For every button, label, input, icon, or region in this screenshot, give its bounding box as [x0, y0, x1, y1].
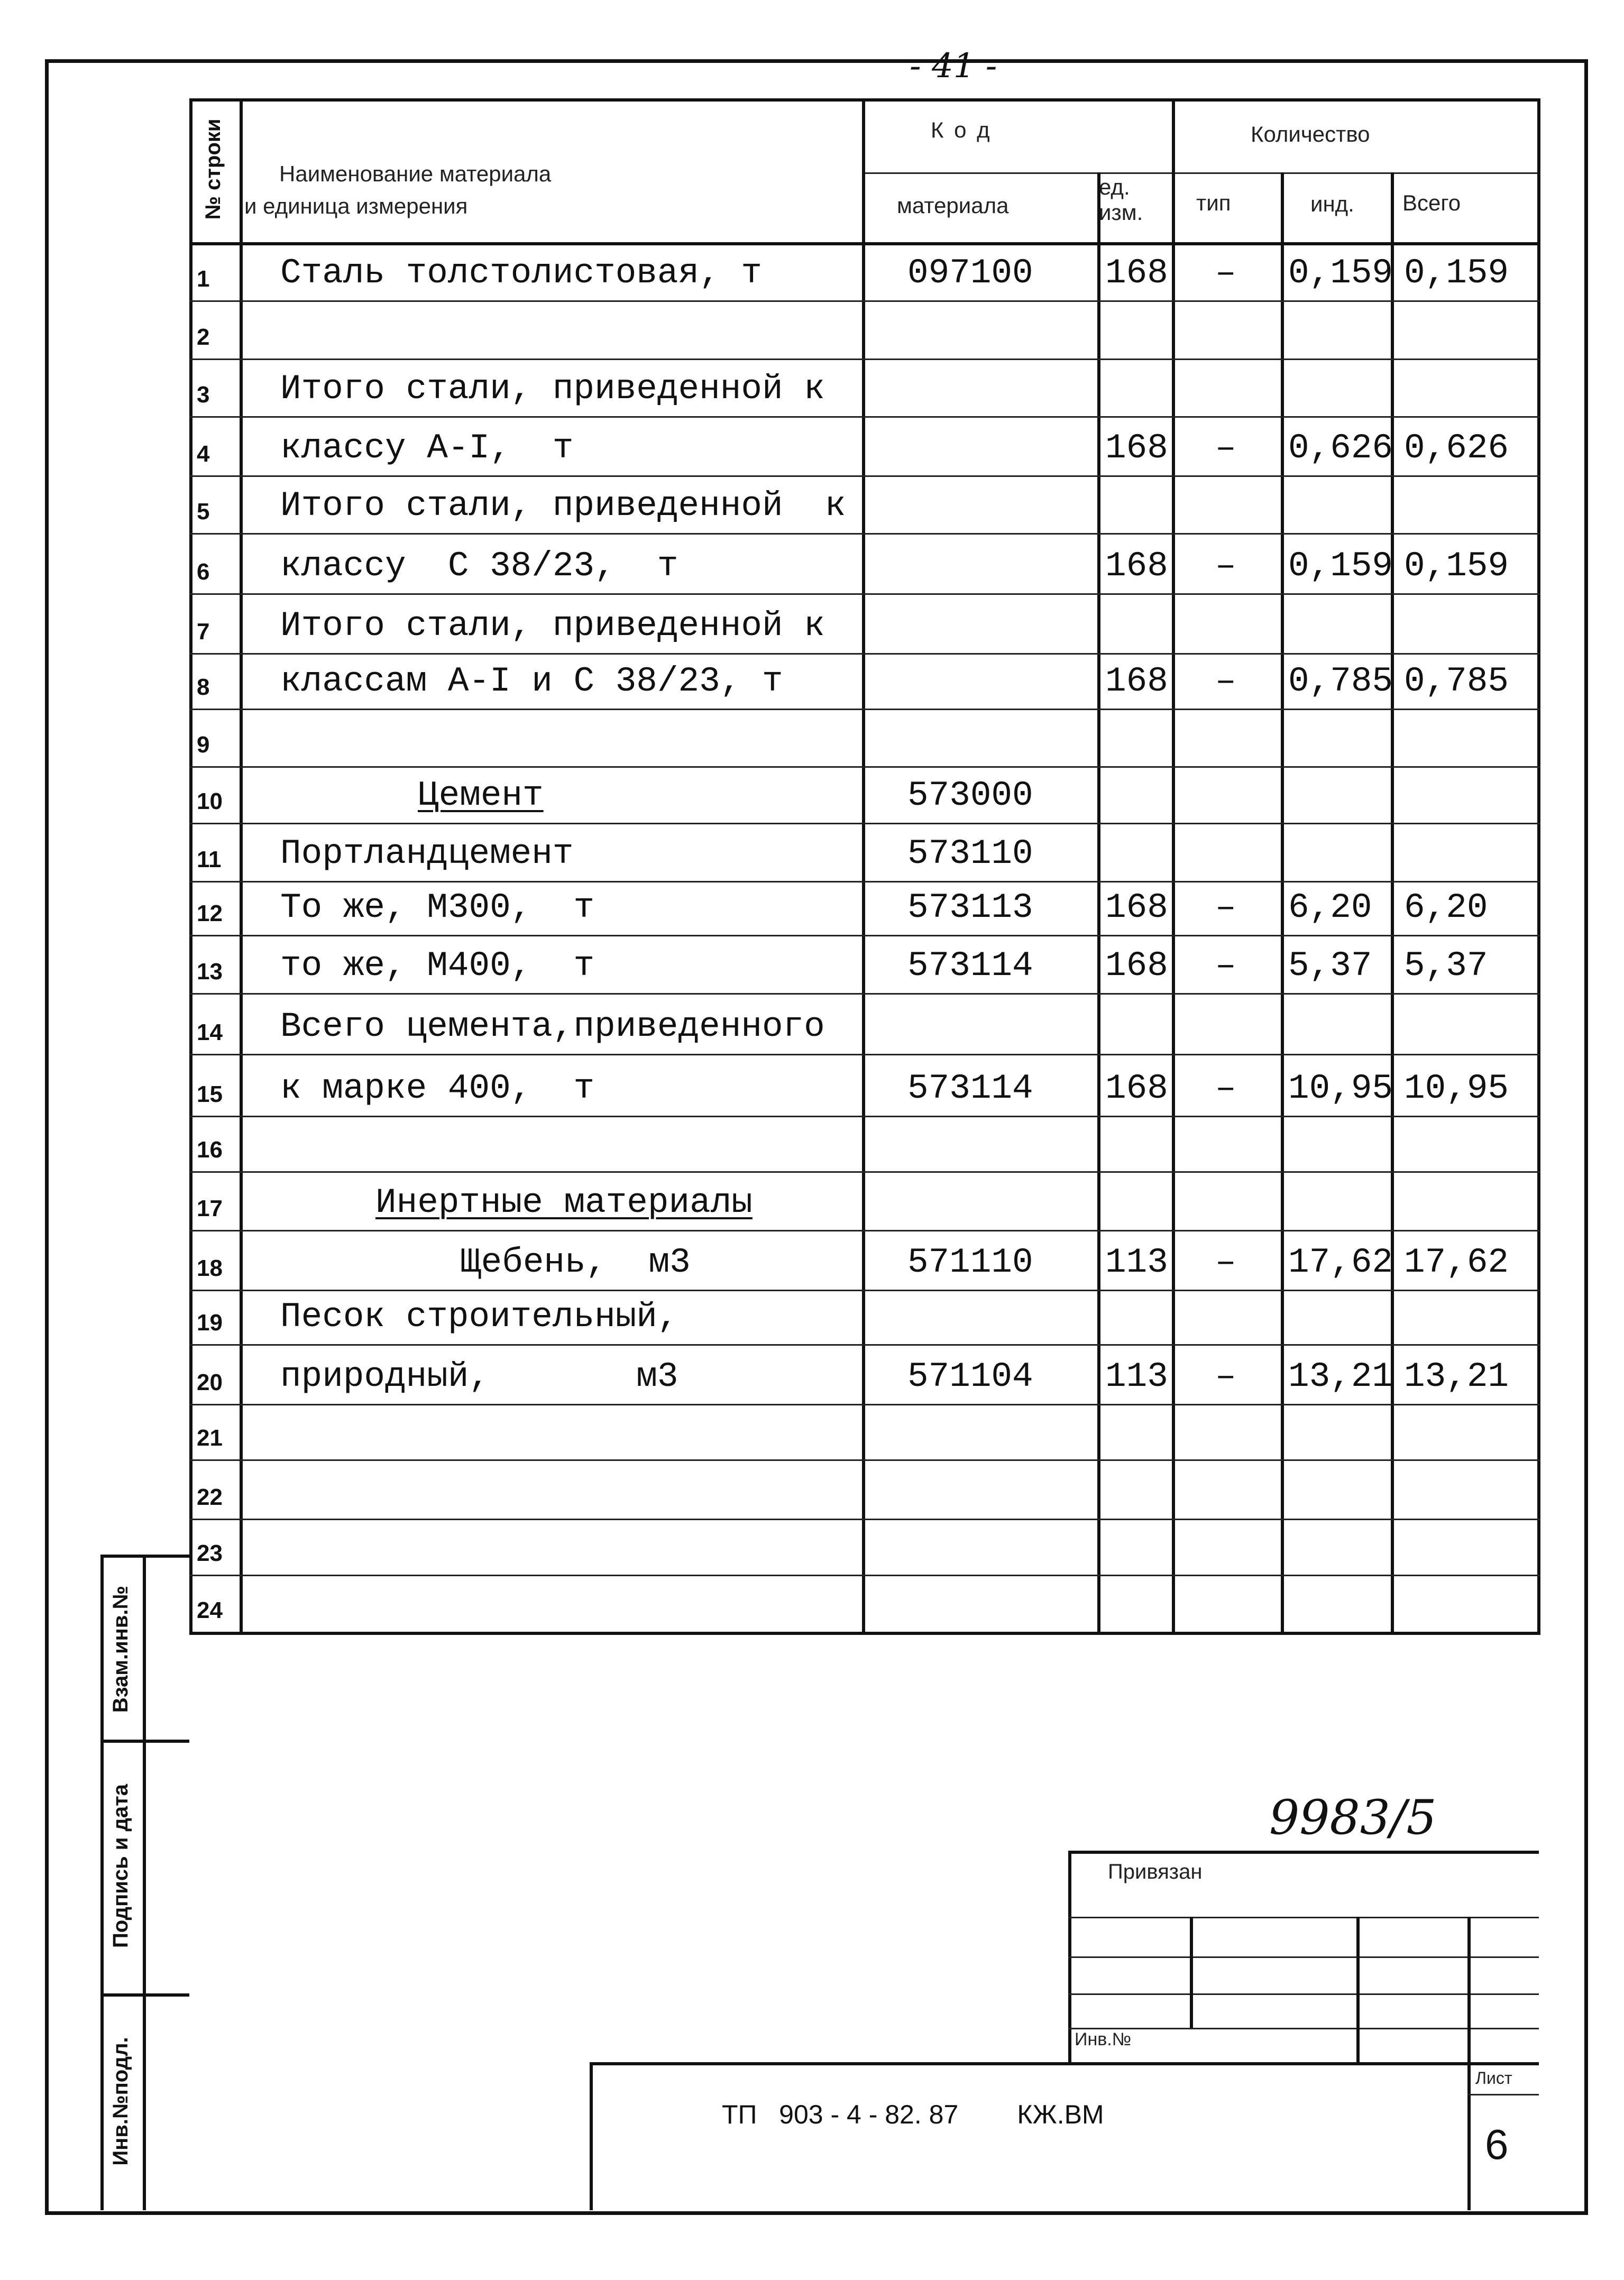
- qty-ind: 0,159: [1288, 546, 1393, 586]
- qty-total: 6,20: [1404, 888, 1488, 927]
- inv-number-label: Инв.№: [1075, 2029, 1132, 2049]
- qty-total: 0,159: [1404, 546, 1509, 586]
- quantity-header: Количество: [1251, 122, 1370, 146]
- qty-ind: 10,95: [1288, 1069, 1393, 1108]
- row-number: 20: [197, 1369, 223, 1395]
- material-name: то же, М400, т: [280, 946, 595, 986]
- material-name: Всего цемента,приведенного: [280, 1007, 825, 1046]
- row-number: 13: [197, 959, 223, 985]
- bound-label: Привязан: [1108, 1860, 1203, 1883]
- row-number: 24: [197, 1597, 223, 1623]
- sheet-label: Лист: [1475, 2068, 1512, 2088]
- material-name: классам А-I и С 38/23, т: [280, 661, 783, 701]
- row-number: 4: [197, 441, 210, 467]
- row-number: 5: [197, 499, 210, 525]
- material-name: Сталь толстолистовая, т: [280, 253, 762, 293]
- qty-ind: 0,785: [1288, 661, 1393, 701]
- unit-header-line2: изм.: [1099, 200, 1143, 225]
- unit-code: 168: [1105, 546, 1168, 586]
- qty-type: –: [1215, 946, 1236, 986]
- row-number: 11: [197, 847, 222, 872]
- material-name: классу А-I, т: [280, 428, 574, 468]
- qty-total: 5,37: [1404, 946, 1488, 986]
- document-designation: ТП 903 - 4 - 82. 87 КЖ.ВМ: [722, 2100, 1104, 2129]
- material-code: 573113: [907, 888, 1033, 927]
- material-code: 573114: [907, 1069, 1033, 1108]
- qty-ind: 0,159: [1288, 253, 1393, 293]
- material-name: Портландцемент: [280, 834, 574, 874]
- material-code: 097100: [907, 253, 1033, 293]
- unit-code: 168: [1105, 253, 1168, 293]
- qty-type: –: [1215, 1357, 1236, 1396]
- unit-code: 168: [1105, 1069, 1168, 1108]
- qty-ind: 0,626: [1288, 428, 1393, 468]
- qty-type: –: [1215, 888, 1236, 927]
- row-number: 14: [197, 1019, 223, 1045]
- page-number: - 41 -: [910, 47, 997, 86]
- row-number: 9: [197, 732, 210, 758]
- unit-code: 168: [1105, 888, 1168, 927]
- row-number: 15: [197, 1081, 223, 1107]
- qty-total: 0,785: [1404, 661, 1509, 701]
- material-name: Итого стали, приведенной к: [280, 369, 825, 409]
- row-number: 1: [197, 266, 210, 292]
- material-code: 573114: [907, 946, 1033, 986]
- unit-header-line1: ед.: [1099, 174, 1130, 199]
- row-number: 22: [197, 1484, 223, 1510]
- row-number: 21: [197, 1425, 223, 1451]
- row-number: 10: [197, 788, 223, 814]
- unit-code: 168: [1105, 428, 1168, 468]
- code-header: К о д: [931, 117, 992, 142]
- qty-total-header: Всего: [1402, 190, 1461, 215]
- row-number: 19: [197, 1310, 223, 1336]
- material-code: 573000: [907, 776, 1033, 815]
- qty-total: 0,159: [1404, 253, 1509, 293]
- qty-ind: 6,20: [1288, 888, 1372, 927]
- qty-total: 13,21: [1404, 1357, 1509, 1396]
- material-name: Итого стали, приведенной к: [280, 486, 846, 526]
- row-number: 8: [197, 674, 210, 700]
- unit-code: 113: [1105, 1357, 1168, 1396]
- row-number: 23: [197, 1540, 223, 1566]
- material-code: 573110: [907, 834, 1033, 874]
- unit-code: 168: [1105, 661, 1168, 701]
- material-name: Песок строительный,: [280, 1297, 678, 1337]
- handwritten-code: 9983/5: [1269, 1790, 1437, 1845]
- row-number: 3: [197, 382, 210, 408]
- code-material-header: материала: [897, 193, 1009, 218]
- row-number-header: № строки: [201, 118, 225, 220]
- qty-type: –: [1215, 661, 1236, 701]
- stamp-original-inv: Инв.№подл.: [109, 2037, 132, 2166]
- row-number: 6: [197, 559, 210, 585]
- material-name: То же, М300, т: [280, 888, 595, 927]
- qty-type: –: [1215, 253, 1236, 293]
- stamp-signature-date: Подпись и дата: [109, 1784, 132, 1948]
- qty-type: –: [1215, 546, 1236, 586]
- stamp-replaced-inv: Взам.инв.№: [109, 1585, 132, 1713]
- unit-code: 113: [1105, 1243, 1168, 1282]
- row-number: 2: [197, 324, 210, 350]
- material-name: Инертные материалы: [375, 1183, 753, 1222]
- qty-type: –: [1215, 1069, 1236, 1108]
- material-name: классу С 38/23, т: [280, 546, 678, 586]
- material-code: 571110: [907, 1243, 1033, 1282]
- qty-type: –: [1215, 428, 1236, 468]
- material-name: Цемент: [418, 776, 544, 815]
- qty-total: 0,626: [1404, 428, 1509, 468]
- qty-total: 17,62: [1404, 1243, 1509, 1282]
- qty-type: –: [1215, 1243, 1236, 1282]
- qty-total: 10,95: [1404, 1069, 1509, 1108]
- row-number: 16: [197, 1137, 223, 1163]
- name-header-line2: и единица измерения: [244, 194, 468, 218]
- qty-type-header: тип: [1196, 190, 1231, 215]
- name-header-line1: Наименование материала: [279, 161, 552, 186]
- qty-ind: 13,21: [1288, 1357, 1393, 1396]
- row-number: 17: [197, 1196, 223, 1221]
- row-number: 12: [197, 900, 223, 926]
- material-name: к марке 400, т: [280, 1069, 595, 1108]
- qty-ind: 5,37: [1288, 946, 1372, 986]
- material-name: Итого стали, приведенной к: [280, 606, 825, 646]
- qty-ind: 17,62: [1288, 1243, 1393, 1282]
- material-name: природный, м3: [280, 1357, 678, 1396]
- row-number: 7: [197, 619, 210, 645]
- material-code: 571104: [907, 1357, 1033, 1396]
- material-name: Щебень, м3: [460, 1243, 691, 1282]
- row-number: 18: [197, 1255, 223, 1281]
- unit-code: 168: [1105, 946, 1168, 986]
- sheet-number: 6: [1485, 2121, 1509, 2168]
- qty-ind-header: инд.: [1310, 191, 1354, 216]
